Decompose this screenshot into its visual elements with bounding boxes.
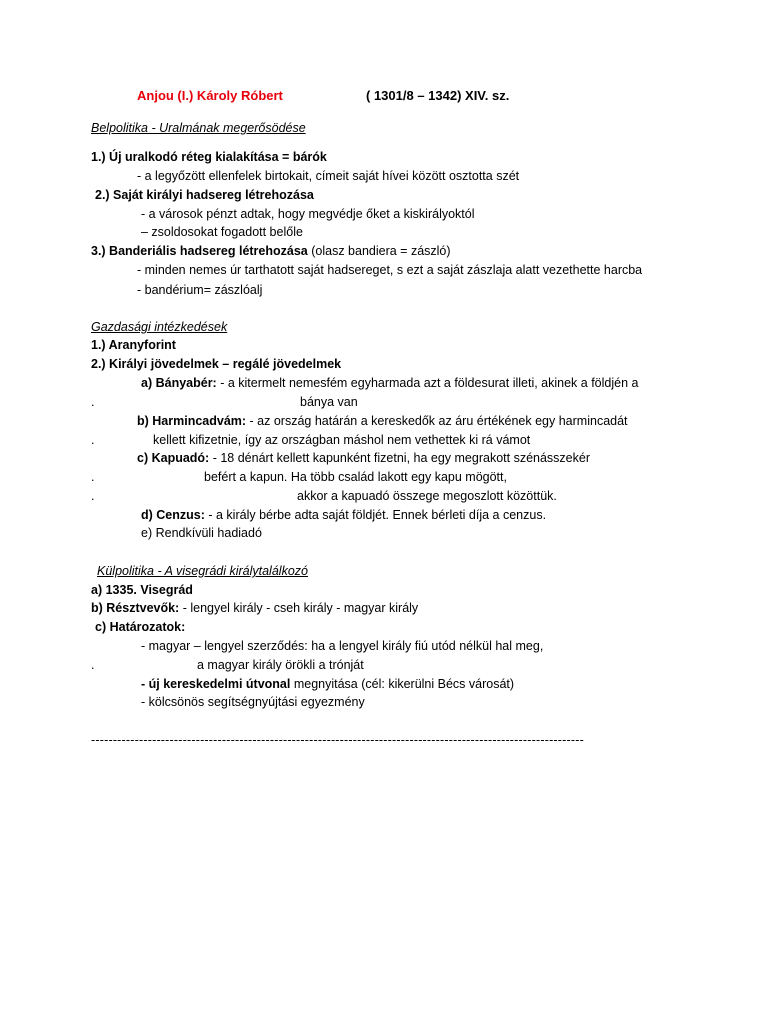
belpolitika-point-2: 2.) Saját királyi hadsereg létrehozása — [95, 188, 314, 202]
kulpolitika-item-c-1-cont: a magyar király örökli a trónját — [197, 658, 364, 672]
gazdasag-item-a-dot: . — [91, 395, 95, 409]
kulpolitika-item-c-3: - kölcsönös segítségnyújtási egyezmény — [141, 695, 365, 709]
title-dates: ( 1301/8 – 1342) XIV. sz. — [366, 88, 510, 103]
title-name: Anjou (I.) Károly Róbert — [137, 88, 283, 103]
gazdasag-heading: Gazdasági intézkedések — [91, 320, 228, 334]
belpolitika-point-3-detail-a: - minden nemes úr tarthatott saját hadsereget, s ezt a saját zászlaja alatt vezethette harcba — [137, 263, 643, 277]
gazdasag-item-b-cont: kellett kifizetnie, így az országban máshol nem vethettek ki rá vámot — [153, 433, 531, 447]
belpolitika-point-3: 3.) Banderiális hadsereg létrehozása (olasz bandiera = zászló) — [91, 244, 451, 258]
gazdasag-item-e: e) Rendkívüli hadiadó — [141, 526, 262, 540]
gazdasag-item-c: c) Kapuadó: - 18 dénárt kellett kapunként fizetni, ha egy megrakott szénásszekér — [137, 451, 590, 465]
kulpolitika-item-c: c) Határozatok: — [95, 620, 186, 634]
belpolitika-point-1: 1.) Új uralkodó réteg kialakítása = bárók — [91, 150, 327, 164]
belpolitika-point-3-detail-b: - bandérium= zászlóalj — [137, 283, 263, 297]
belpolitika-heading: Belpolitika - Uralmának megerősödése — [91, 121, 306, 135]
gazdasag-point-1: 1.) Aranyforint — [91, 338, 176, 352]
belpolitika-point-2-detail-a: - a városok pénzt adtak, hogy megvédje őket a kiskirályoktól — [141, 207, 475, 221]
gazdasag-item-c-cont-2: akkor a kapuadó összege megoszlott közöttük. — [297, 489, 557, 503]
gazdasag-item-b: b) Harmincadvám: - az ország határán a kereskedők az áru értékének egy harmincadát — [137, 414, 628, 428]
gazdasag-item-c-dot-1: . — [91, 470, 95, 484]
gazdasag-item-a-cont: bánya van — [300, 395, 358, 409]
kulpolitika-item-a: a) 1335. Visegrád — [91, 583, 193, 597]
kulpolitika-heading: Külpolitika - A visegrádi királytalálkozó — [97, 564, 308, 578]
separator-line: ----------------------------------------------------------------------------------------------------------------- — [91, 733, 584, 747]
belpolitika-point-2-detail-b: – zsoldosokat fogadott belőle — [141, 225, 303, 239]
gazdasag-item-c-cont-1: befért a kapun. Ha több család lakott egy kapu mögött, — [204, 470, 507, 484]
gazdasag-item-c-dot-2: . — [91, 489, 95, 503]
kulpolitika-item-c-1-dot: . — [91, 658, 95, 672]
belpolitika-point-1-detail: - a legyőzött ellenfelek birtokait, címeit saját hívei között osztotta szét — [137, 169, 520, 183]
kulpolitika-item-c-1: - magyar – lengyel szerződés: ha a lengyel király fiú utód nélkül hal meg, — [141, 639, 544, 653]
gazdasag-item-a: a) Bányabér: - a kitermelt nemesfém egyharmada azt a földesurat illeti, akinek a földjén a — [141, 376, 639, 390]
gazdasag-item-b-dot: . — [91, 433, 95, 447]
gazdasag-item-d: d) Cenzus: - a király bérbe adta saját földjét. Ennek bérleti díja a cenzus. — [141, 508, 547, 522]
kulpolitika-item-c-2: - új kereskedelmi útvonal megnyitása (cél: kikerülni Bécs városát) — [141, 677, 515, 691]
kulpolitika-item-b: b) Résztvevők: - lengyel király - cseh király - magyar király — [91, 601, 419, 615]
gazdasag-point-2: 2.) Királyi jövedelmek – regálé jövedelmek — [91, 357, 342, 371]
